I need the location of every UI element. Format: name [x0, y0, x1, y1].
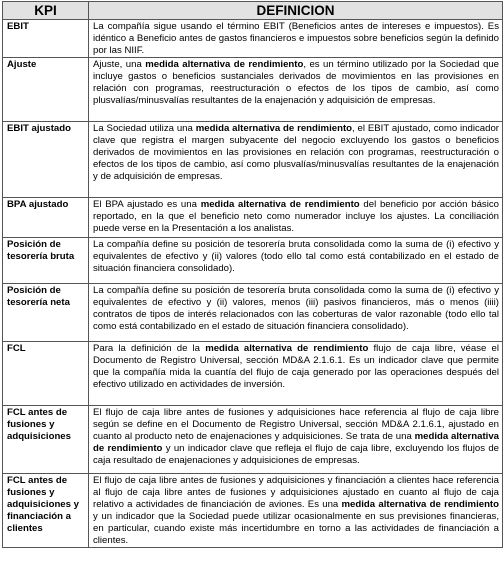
- definition-text: , el EBIT ajustado, como indicador clave que registra el margen subyacente del negocio excluyendo los gastos o beneficios derivados de movimientos en las provisiones en relación con programas, reestructuración o efectos de los tipos de cambio, así como plusvalías/minusvalías resultantes de la enajenación y de adquisición de empresas.: [93, 123, 499, 182]
- definition-emphasis: medida alternativa de rendimiento: [93, 431, 499, 454]
- kpi-definition: [89, 122, 503, 198]
- kpi-name: Ajuste: [3, 58, 89, 122]
- table-row: [3, 342, 503, 406]
- definition-text: flujo de caja libre, véase el Documento de Registro Universal, sección MD&A 2.1.6.1. Es un indicador clave que permite que la compañía mida la cuantía del flujo de caja generado por las operaciones después del efectivo utilizado en actividades de inversión.: [93, 343, 499, 390]
- definition-text: La Sociedad utiliza una: [93, 123, 196, 134]
- kpi-name: EBIT: [3, 20, 89, 58]
- definition-text: , es un término utilizado por la Sociedad que incluye gastos o beneficios sustanciales derivados de movimientos en las provisiones en relación con programas, reestructuración o efectos de los tipos de cambio, así como plusvalías/minusvalías resultantes de la enajenación y adquisición de empresas.: [93, 59, 500, 106]
- definition-text: Ajuste, una: [93, 59, 146, 70]
- kpi-name: FCL antes de fusiones y adquisiciones y financiación a clientes: [3, 474, 89, 548]
- definition-text: del beneficio por acción básico reportado, en la que el beneficio neto como numerador incluye los ajustes. La conciliación puede verse en la Presentación a los analistas.: [93, 199, 499, 234]
- table-row: [3, 198, 503, 238]
- header-definicion: DEFINICION: [89, 2, 503, 20]
- definition-text: y un indicador clave que refleja el flujo de caja libre, excluyendo los flujos de caja resultado de enajenaciones y adquisiciones de empresas.: [93, 443, 500, 466]
- table-row: [3, 474, 503, 548]
- kpi-definition: [89, 20, 503, 58]
- definition-emphasis: medida alternativa de rendimiento: [205, 343, 369, 354]
- definition-emphasis: medida alternativa de rendimiento: [341, 499, 499, 510]
- definition-text: Para la definición de la: [93, 343, 206, 354]
- kpi-definition: [89, 342, 503, 406]
- definition-text: El flujo de caja libre antes de fusiones y adquisiciones hace referencia al flujo de caja libre según se define en el Documento de Registro Universal, sección MD&A 2.1.6.1, ajustado en cuanto al producto neto de enajenaciones y adquisiciones. Se trata de una: [93, 407, 499, 442]
- table-row: [3, 238, 503, 284]
- definition-emphasis: medida alternativa de rendimiento: [145, 59, 304, 70]
- kpi-name: BPA ajustado: [3, 198, 89, 238]
- definition-emphasis: medida alternativa de rendimiento: [195, 123, 352, 134]
- kpi-name: EBIT ajustado: [3, 122, 89, 198]
- header-kpi: KPI: [3, 2, 89, 20]
- kpi-definition: [89, 284, 503, 342]
- kpi-definition: [89, 406, 503, 474]
- table-row: [3, 406, 503, 474]
- table-row: [3, 20, 503, 58]
- definition-emphasis: medida alternativa de rendimiento: [200, 199, 360, 210]
- kpi-name: Posición de tesorería neta: [3, 284, 89, 342]
- table-row: [3, 58, 503, 122]
- kpi-definition-table: [2, 1, 503, 548]
- definition-text: La compañía define su posición de tesorería bruta consolidada como la suma de (i) efectivo y equivalentes de efectivo y (ii) valores (todo ello tal como está contabilizado en el estado de situación financiera consolidado).: [93, 239, 499, 274]
- kpi-name: FCL: [3, 342, 89, 406]
- kpi-definition: [89, 474, 503, 548]
- definition-text: y un indicador que la Sociedad puede utilizar ocasionalmente en sus previsiones financieras, en particular, cuando existe más incertidumbre en torno a las actividades de financiación a clientes.: [93, 511, 499, 546]
- kpi-name: FCL antes de fusiones y adquisiciones: [3, 406, 89, 474]
- kpi-definition: [89, 238, 503, 284]
- kpi-name: Posición de tesorería bruta: [3, 238, 89, 284]
- header-row: [3, 2, 503, 20]
- table-row: [3, 284, 503, 342]
- definition-text: La compañía define su posición de tesorería bruta consolidada como la suma de (i) efectivo y equivalentes de efectivo y (ii) valores, menos (iii) pasivos financieros, más o menos (iiii) contratos de tipos de interés relacionados con las coberturas de valor razonable (todo ello tal como está contabilizado en el estado de situación financiera consolidado).: [93, 285, 499, 332]
- definition-text: El BPA ajustado es una: [93, 199, 201, 210]
- table-row: [3, 122, 503, 198]
- definition-text: La compañía sigue usando el término EBIT (Beneficios antes de intereses e impuestos). Es idéntico a Beneficio antes de gastos financieros e impuestos sobre beneficios según la definido por las NIIF.: [93, 21, 499, 56]
- kpi-definition: [89, 198, 503, 238]
- definition-text: El flujo de caja libre antes de fusiones y adquisiciones y financiación a clientes hace referencia al flujo de caja libre antes de fusiones y adquisiciones ajustado en cuanto al flujo de caja relativo a actividades de financiación de aviones. Es una: [93, 475, 499, 510]
- kpi-definition: [89, 58, 503, 122]
